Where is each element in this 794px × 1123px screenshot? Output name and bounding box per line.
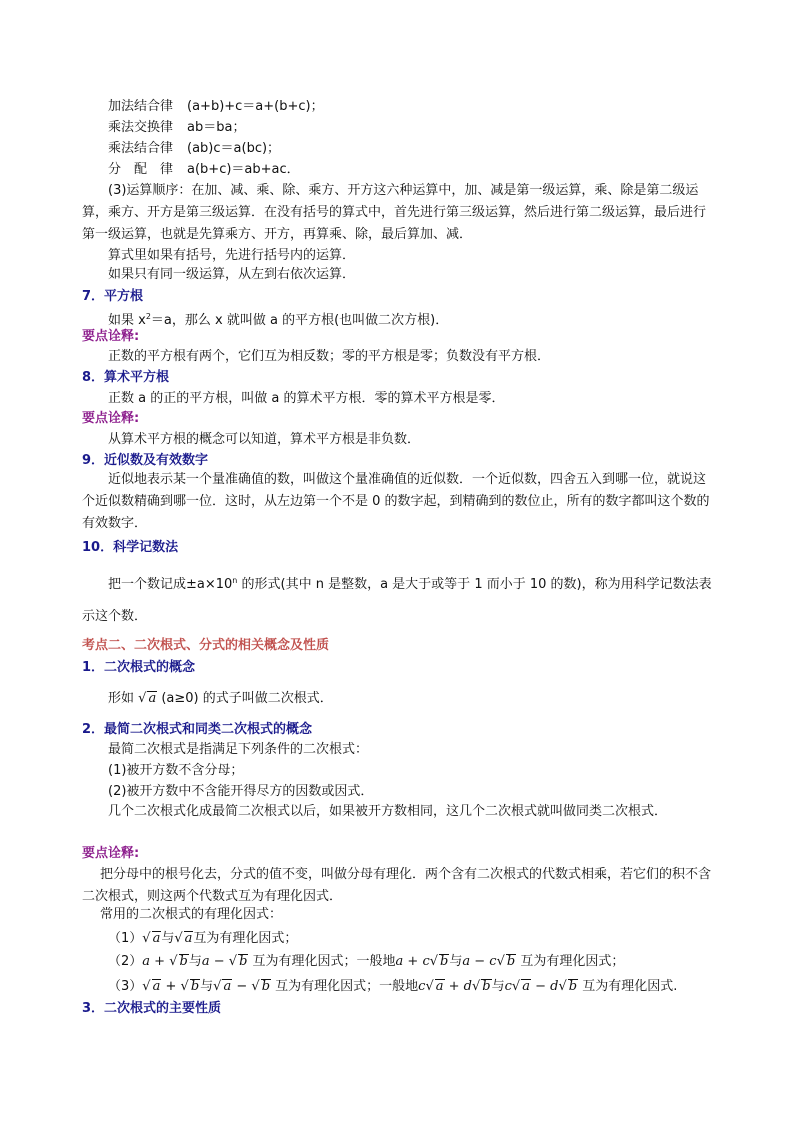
law-add-assoc: 加法结合律 (a+b)+c＝a+(b+c)；: [108, 99, 324, 114]
factor-item-2: （2）a + √ b与a − √ b 互为有理化因式；一般地a + c√ b与a − c√ b 互为有理化因式；: [108, 954, 625, 969]
arithmetic-root-note: 从算术平方根的概念可以知道，算术平方根是非负数．: [108, 432, 421, 447]
law-distributive: 分 配 律 a(b+c)＝ab+ac．: [108, 162, 300, 177]
similar-radical-paragraph: 几个二次根式化成最简二次根式以后，如果被开方数相同，这几个二次根式就叫做同类二次根式．: [108, 804, 668, 819]
heading-approximate-number: 9．近似数及有效数字: [82, 453, 209, 468]
heading-scientific-notation: 10．科学记数法: [82, 540, 179, 555]
key-point-label: 要点诠释:: [82, 411, 140, 426]
law-mul-assoc: 乘法结合律 (ab)c＝a(bc)；: [108, 141, 281, 156]
common-factors-intro: 常用的二次根式的有理化因式：: [100, 907, 283, 922]
simplest-radical-intro: 最简二次根式是指满足下列条件的二次根式：: [108, 742, 369, 757]
rationalize-paragraph: 把分母中的根号化去，分式的值不变，叫做分母有理化．两个含有二次根式的代数式相乘，若它们的积不含二次根式，则这两个代数式互为有理化因式．: [82, 867, 712, 904]
factor-item-3: （3）√ a + √ b与√ a − √ b 互为有理化因式；一般地c√ a + d√ b与c√ a − d√ b 互为有理化因式.: [108, 979, 678, 994]
radical-definition: 形如 √ a (a≥0) 的式子叫做二次根式．: [108, 691, 333, 706]
heading-radical-concept: 1．二次根式的概念: [82, 660, 196, 675]
factor-item-1: （1）√ a与√ a互为有理化因式；: [108, 931, 298, 946]
bracket-rule: 算式里如果有括号，先进行括号内的运算．: [108, 248, 356, 263]
key-point-label: 要点诠释:: [82, 846, 140, 861]
arithmetic-root-definition: 正数 a 的正的平方根，叫做 a 的算术平方根．零的算术平方根是零．: [108, 391, 505, 406]
heading-square-root: 7．平方根: [82, 289, 144, 304]
square-root-definition: 如果 $x^2=a$，那么 x 就叫做 a 的平方根(也叫做二次方根)．: [108, 312, 449, 328]
same-level-rule: 如果只有同一级运算，从左到右依次运算．: [108, 267, 356, 282]
heading-simplest-radical: 2．最简二次根式和同类二次根式的概念: [82, 722, 313, 737]
order-paragraph: (3)运算顺序：在加、减、乘、除、乘方、开方这六种运算中，加、减是第一级运算，乘、除是第二级运算，乘方、开方是第三级运算．在没有括号的算式中，首先进行第三级运算，然后进行第二级运算，最后进行第一级运算，也就是先算乘方、开方，再算乘、除，最后算加、减．: [82, 183, 707, 242]
key-point-label: 要点诠释:: [82, 329, 140, 344]
heading-radical-properties: 3．二次根式的主要性质: [82, 1001, 222, 1016]
approximate-number-paragraph: 近似地表示某一个量准确值的数，叫做这个量准确值的近似数．一个近似数，四舍五入到哪一位，就说这个近似数精确到哪一位．这时，从左边第一个不是 0 的数字起，到精确到的数位止，所有的数字都叫这个数的有效数字．: [82, 472, 710, 531]
section-two-heading: 考点二、二次根式、分式的相关概念及性质: [82, 638, 330, 653]
condition-2: (2)被开方数中不含能开得尽方的因数或因式．: [108, 784, 374, 799]
square-root-note: 正数的平方根有两个，它们互为相反数；零的平方根是零；负数没有平方根．: [108, 349, 551, 364]
law-mul-comm: 乘法交换律 ab＝ba；: [108, 120, 246, 135]
heading-arithmetic-root: 8．算术平方根: [82, 370, 170, 385]
condition-1: (1)被开方数不含分母；: [108, 763, 244, 778]
scientific-notation-paragraph: 把一个数记成$\pm a\times 10^n$ 的形式(其中 n 是整数，a 是大于或等于 1 而小于 10 的数)，称为用科学记数法表示这个数．: [82, 576, 712, 624]
